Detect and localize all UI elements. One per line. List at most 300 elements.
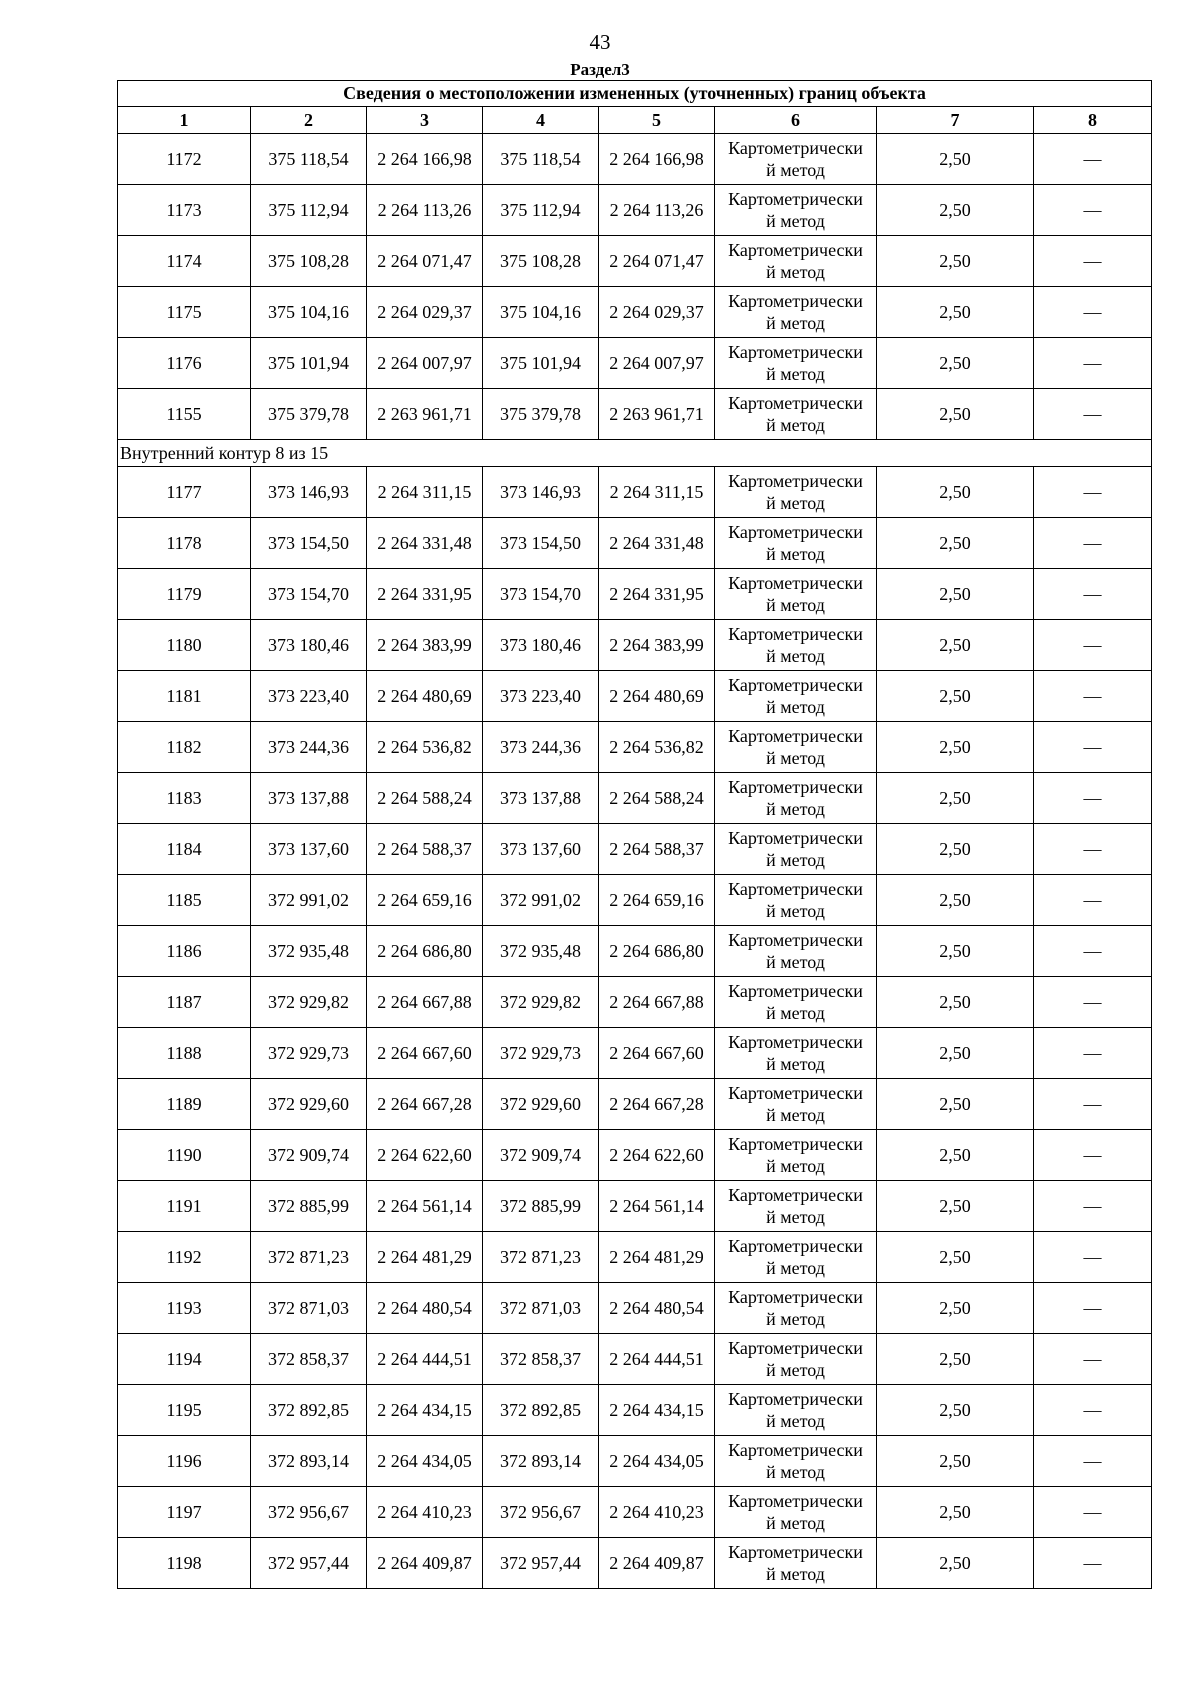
table-caption: Сведения о местоположении измененных (уточненных) границ объекта [118,81,1152,107]
y-new-cell: 2 264 588,37 [599,824,715,875]
y-existing-cell: 2 264 480,69 [367,671,483,722]
description-cell: — [1034,1436,1152,1487]
x-new-cell: 372 957,44 [483,1538,599,1589]
method-line-1: Картометрически [728,879,863,899]
method-line-1: Картометрически [728,624,863,644]
table-row [118,875,1152,926]
method-line-1: Картометрически [728,138,863,158]
x-existing-cell: 372 957,44 [251,1538,367,1589]
y-new-cell: 2 264 071,47 [599,236,715,287]
x-existing-cell: 372 871,03 [251,1283,367,1334]
table-row [118,977,1152,1028]
point-number-cell: 1194 [118,1334,251,1385]
description-cell: — [1034,1181,1152,1232]
contour-label: Внутренний контур 8 из 15 [118,440,1152,467]
x-new-cell: 372 871,03 [483,1283,599,1334]
method-line-1: Картометрически [728,726,863,746]
table-row [118,338,1152,389]
point-number-cell: 1155 [118,389,251,440]
column-number-row [118,107,1152,134]
table-row [118,569,1152,620]
point-number-cell: 1172 [118,134,251,185]
description-cell: — [1034,620,1152,671]
method-line-1: Картометрически [728,1440,863,1460]
table-row [118,518,1152,569]
method-line-1: Картометрически [728,1083,863,1103]
column-number: 1 [118,107,251,134]
y-new-cell: 2 264 331,95 [599,569,715,620]
x-existing-cell: 372 885,99 [251,1181,367,1232]
method-cell [715,467,877,518]
method-line-2: й метод [766,1156,825,1176]
point-number-cell: 1185 [118,875,251,926]
method-cell [715,287,877,338]
accuracy-cell: 2,50 [877,389,1034,440]
method-cell [715,338,877,389]
method-line-1: Картометрически [728,393,863,413]
y-new-cell: 2 264 659,16 [599,875,715,926]
accuracy-cell: 2,50 [877,569,1034,620]
section-title: Раздел3 [570,60,630,79]
point-number-cell: 1177 [118,467,251,518]
x-new-cell: 375 112,94 [483,185,599,236]
method-cell [715,977,877,1028]
method-line-1: Картометрически [728,1491,863,1511]
table-row [118,236,1152,287]
y-existing-cell: 2 264 667,28 [367,1079,483,1130]
method-line-2: й метод [766,1411,825,1431]
method-line-1: Картометрически [728,777,863,797]
x-new-cell: 372 935,48 [483,926,599,977]
point-number-cell: 1175 [118,287,251,338]
y-existing-cell: 2 264 588,37 [367,824,483,875]
x-existing-cell: 372 909,74 [251,1130,367,1181]
description-cell: — [1034,134,1152,185]
method-cell [715,1487,877,1538]
method-cell [715,1334,877,1385]
accuracy-cell: 2,50 [877,1130,1034,1181]
description-cell: — [1034,569,1152,620]
y-existing-cell: 2 264 071,47 [367,236,483,287]
y-existing-cell: 2 264 667,60 [367,1028,483,1079]
column-number: 3 [367,107,483,134]
table-row [118,287,1152,338]
description-cell: — [1034,1232,1152,1283]
y-new-cell: 2 264 029,37 [599,287,715,338]
method-line-2: й метод [766,1360,825,1380]
method-line-1: Картометрически [728,675,863,695]
method-line-1: Картометрически [728,1134,863,1154]
description-cell: — [1034,926,1152,977]
method-line-1: Картометрически [728,1542,863,1562]
y-existing-cell: 2 263 961,71 [367,389,483,440]
y-existing-cell: 2 264 481,29 [367,1232,483,1283]
accuracy-cell: 2,50 [877,1079,1034,1130]
x-existing-cell: 372 929,73 [251,1028,367,1079]
description-cell: — [1034,236,1152,287]
description-cell: — [1034,1028,1152,1079]
x-new-cell: 373 154,70 [483,569,599,620]
point-number-cell: 1192 [118,1232,251,1283]
method-line-2: й метод [766,313,825,333]
y-existing-cell: 2 264 622,60 [367,1130,483,1181]
method-line-2: й метод [766,364,825,384]
y-existing-cell: 2 264 659,16 [367,875,483,926]
method-line-2: й метод [766,850,825,870]
y-existing-cell: 2 264 383,99 [367,620,483,671]
y-new-cell: 2 264 561,14 [599,1181,715,1232]
accuracy-cell: 2,50 [877,236,1034,287]
y-existing-cell: 2 264 686,80 [367,926,483,977]
description-cell: — [1034,287,1152,338]
method-line-2: й метод [766,952,825,972]
method-line-2: й метод [766,1207,825,1227]
method-line-2: й метод [766,1309,825,1329]
x-new-cell: 372 929,60 [483,1079,599,1130]
y-existing-cell: 2 264 331,48 [367,518,483,569]
table-row [118,1334,1152,1385]
accuracy-cell: 2,50 [877,467,1034,518]
description-cell: — [1034,1487,1152,1538]
point-number-cell: 1188 [118,1028,251,1079]
method-line-2: й метод [766,415,825,435]
accuracy-cell: 2,50 [877,1181,1034,1232]
accuracy-cell: 2,50 [877,671,1034,722]
description-cell: — [1034,671,1152,722]
table-row [118,926,1152,977]
point-number-cell: 1190 [118,1130,251,1181]
y-new-cell: 2 264 410,23 [599,1487,715,1538]
point-number-cell: 1181 [118,671,251,722]
y-new-cell: 2 264 383,99 [599,620,715,671]
x-new-cell: 372 871,23 [483,1232,599,1283]
column-number: 8 [1034,107,1152,134]
accuracy-cell: 2,50 [877,926,1034,977]
x-existing-cell: 373 137,88 [251,773,367,824]
method-line-1: Картометрически [728,930,863,950]
point-number-cell: 1198 [118,1538,251,1589]
description-cell: — [1034,1385,1152,1436]
table-row [118,1487,1152,1538]
method-line-2: й метод [766,799,825,819]
method-cell [715,722,877,773]
accuracy-cell: 2,50 [877,185,1034,236]
description-cell: — [1034,824,1152,875]
point-number-cell: 1182 [118,722,251,773]
method-line-1: Картометрически [728,1287,863,1307]
table-row [118,824,1152,875]
method-cell [715,1028,877,1079]
y-new-cell: 2 264 444,51 [599,1334,715,1385]
method-line-1: Картометрически [728,1032,863,1052]
y-new-cell: 2 264 667,88 [599,977,715,1028]
x-existing-cell: 375 112,94 [251,185,367,236]
x-new-cell: 372 929,82 [483,977,599,1028]
x-existing-cell: 373 154,50 [251,518,367,569]
y-new-cell: 2 264 588,24 [599,773,715,824]
method-line-1: Картометрически [728,1185,863,1205]
method-line-1: Картометрически [728,342,863,362]
accuracy-cell: 2,50 [877,977,1034,1028]
y-existing-cell: 2 264 434,15 [367,1385,483,1436]
point-number-cell: 1178 [118,518,251,569]
table-row [118,389,1152,440]
y-existing-cell: 2 264 667,88 [367,977,483,1028]
accuracy-cell: 2,50 [877,773,1034,824]
x-new-cell: 372 991,02 [483,875,599,926]
x-new-cell: 373 146,93 [483,467,599,518]
table-row [118,671,1152,722]
method-line-2: й метод [766,262,825,282]
description-cell: — [1034,1130,1152,1181]
point-number-cell: 1173 [118,185,251,236]
description-cell: — [1034,773,1152,824]
method-line-1: Картометрически [728,981,863,1001]
description-cell: — [1034,338,1152,389]
method-line-2: й метод [766,1462,825,1482]
point-number-cell: 1174 [118,236,251,287]
y-existing-cell: 2 264 444,51 [367,1334,483,1385]
x-new-cell: 373 137,60 [483,824,599,875]
table-row [118,1385,1152,1436]
x-existing-cell: 373 244,36 [251,722,367,773]
table-row [118,1130,1152,1181]
x-new-cell: 372 858,37 [483,1334,599,1385]
method-cell [715,926,877,977]
method-line-1: Картометрически [728,1236,863,1256]
method-cell [715,569,877,620]
x-new-cell: 375 108,28 [483,236,599,287]
y-existing-cell: 2 264 536,82 [367,722,483,773]
y-new-cell: 2 264 331,48 [599,518,715,569]
accuracy-cell: 2,50 [877,134,1034,185]
description-cell: — [1034,389,1152,440]
y-new-cell: 2 264 007,97 [599,338,715,389]
method-line-1: Картометрически [728,828,863,848]
point-number-cell: 1183 [118,773,251,824]
y-new-cell: 2 264 480,69 [599,671,715,722]
table-row [118,1436,1152,1487]
y-existing-cell: 2 264 588,24 [367,773,483,824]
point-number-cell: 1197 [118,1487,251,1538]
point-number-cell: 1186 [118,926,251,977]
method-line-2: й метод [766,1105,825,1125]
coordinates-table [117,80,1152,1589]
x-new-cell: 373 223,40 [483,671,599,722]
method-line-2: й метод [766,901,825,921]
y-existing-cell: 2 264 434,05 [367,1436,483,1487]
x-new-cell: 372 885,99 [483,1181,599,1232]
x-existing-cell: 372 929,60 [251,1079,367,1130]
method-line-2: й метод [766,1003,825,1023]
method-line-2: й метод [766,493,825,513]
method-line-2: й метод [766,748,825,768]
method-line-1: Картометрически [728,240,863,260]
y-new-cell: 2 264 667,60 [599,1028,715,1079]
accuracy-cell: 2,50 [877,824,1034,875]
y-existing-cell: 2 264 561,14 [367,1181,483,1232]
method-line-2: й метод [766,544,825,564]
x-existing-cell: 372 892,85 [251,1385,367,1436]
x-new-cell: 373 180,46 [483,620,599,671]
method-line-1: Картометрически [728,1389,863,1409]
x-existing-cell: 375 118,54 [251,134,367,185]
page-number: 43 [589,30,611,54]
table-row [118,467,1152,518]
x-new-cell: 372 909,74 [483,1130,599,1181]
x-existing-cell: 375 379,78 [251,389,367,440]
accuracy-cell: 2,50 [877,722,1034,773]
method-line-2: й метод [766,646,825,666]
column-number: 6 [715,107,877,134]
method-cell [715,134,877,185]
y-existing-cell: 2 264 480,54 [367,1283,483,1334]
method-cell [715,1538,877,1589]
x-existing-cell: 373 137,60 [251,824,367,875]
y-new-cell: 2 264 113,26 [599,185,715,236]
point-number-cell: 1187 [118,977,251,1028]
method-line-2: й метод [766,1513,825,1533]
column-number: 5 [599,107,715,134]
description-cell: — [1034,185,1152,236]
y-existing-cell: 2 264 166,98 [367,134,483,185]
method-cell [715,1130,877,1181]
method-line-2: й метод [766,211,825,231]
accuracy-cell: 2,50 [877,1283,1034,1334]
table-row [118,773,1152,824]
method-cell [715,1385,877,1436]
table-row [118,1232,1152,1283]
x-existing-cell: 372 871,23 [251,1232,367,1283]
y-existing-cell: 2 264 007,97 [367,338,483,389]
x-existing-cell: 372 935,48 [251,926,367,977]
y-new-cell: 2 264 311,15 [599,467,715,518]
table-header [118,81,1152,134]
point-number-cell: 1191 [118,1181,251,1232]
y-new-cell: 2 263 961,71 [599,389,715,440]
x-new-cell: 372 892,85 [483,1385,599,1436]
method-cell [715,620,877,671]
y-new-cell: 2 264 686,80 [599,926,715,977]
method-cell [715,875,877,926]
x-existing-cell: 373 180,46 [251,620,367,671]
method-cell [715,518,877,569]
y-existing-cell: 2 264 113,26 [367,185,483,236]
table-row [118,185,1152,236]
method-line-2: й метод [766,1564,825,1584]
table-row [118,1028,1152,1079]
method-cell [715,1232,877,1283]
point-number-cell: 1195 [118,1385,251,1436]
method-cell [715,1436,877,1487]
accuracy-cell: 2,50 [877,1028,1034,1079]
table-row [118,1538,1152,1589]
method-line-1: Картометрически [728,189,863,209]
method-cell [715,773,877,824]
y-existing-cell: 2 264 311,15 [367,467,483,518]
description-cell: — [1034,1283,1152,1334]
point-number-cell: 1176 [118,338,251,389]
accuracy-cell: 2,50 [877,875,1034,926]
x-existing-cell: 375 104,16 [251,287,367,338]
y-new-cell: 2 264 434,15 [599,1385,715,1436]
accuracy-cell: 2,50 [877,287,1034,338]
x-existing-cell: 372 991,02 [251,875,367,926]
table-row [118,1079,1152,1130]
x-new-cell: 373 154,50 [483,518,599,569]
method-cell [715,1283,877,1334]
method-cell [715,389,877,440]
y-new-cell: 2 264 536,82 [599,722,715,773]
y-existing-cell: 2 264 410,23 [367,1487,483,1538]
y-new-cell: 2 264 480,54 [599,1283,715,1334]
x-existing-cell: 373 146,93 [251,467,367,518]
description-cell: — [1034,722,1152,773]
table-row [118,620,1152,671]
accuracy-cell: 2,50 [877,518,1034,569]
description-cell: — [1034,1079,1152,1130]
table-row [118,134,1152,185]
accuracy-cell: 2,50 [877,338,1034,389]
table-row [118,722,1152,773]
table-row [118,1283,1152,1334]
x-new-cell: 375 101,94 [483,338,599,389]
x-existing-cell: 373 223,40 [251,671,367,722]
accuracy-cell: 2,50 [877,1487,1034,1538]
accuracy-cell: 2,50 [877,620,1034,671]
column-number: 7 [877,107,1034,134]
x-existing-cell: 373 154,70 [251,569,367,620]
point-number-cell: 1180 [118,620,251,671]
y-existing-cell: 2 264 409,87 [367,1538,483,1589]
method-line-2: й метод [766,160,825,180]
x-new-cell: 373 244,36 [483,722,599,773]
point-number-cell: 1179 [118,569,251,620]
method-line-2: й метод [766,1258,825,1278]
y-new-cell: 2 264 622,60 [599,1130,715,1181]
point-number-cell: 1196 [118,1436,251,1487]
method-cell [715,236,877,287]
table-body [118,134,1152,1589]
description-cell: — [1034,977,1152,1028]
method-cell [715,671,877,722]
y-new-cell: 2 264 166,98 [599,134,715,185]
point-number-cell: 1193 [118,1283,251,1334]
method-cell [715,1079,877,1130]
x-new-cell: 375 379,78 [483,389,599,440]
y-new-cell: 2 264 409,87 [599,1538,715,1589]
method-line-2: й метод [766,697,825,717]
x-existing-cell: 372 929,82 [251,977,367,1028]
x-new-cell: 373 137,88 [483,773,599,824]
description-cell: — [1034,875,1152,926]
point-number-cell: 1184 [118,824,251,875]
x-new-cell: 372 893,14 [483,1436,599,1487]
accuracy-cell: 2,50 [877,1385,1034,1436]
table-row [118,1181,1152,1232]
x-new-cell: 375 104,16 [483,287,599,338]
x-new-cell: 372 929,73 [483,1028,599,1079]
column-number: 4 [483,107,599,134]
method-line-1: Картометрически [728,471,863,491]
accuracy-cell: 2,50 [877,1232,1034,1283]
method-line-1: Картометрически [728,1338,863,1358]
method-line-1: Картометрически [728,522,863,542]
method-line-1: Картометрически [728,291,863,311]
point-number-cell: 1189 [118,1079,251,1130]
description-cell: — [1034,1538,1152,1589]
method-cell [715,185,877,236]
